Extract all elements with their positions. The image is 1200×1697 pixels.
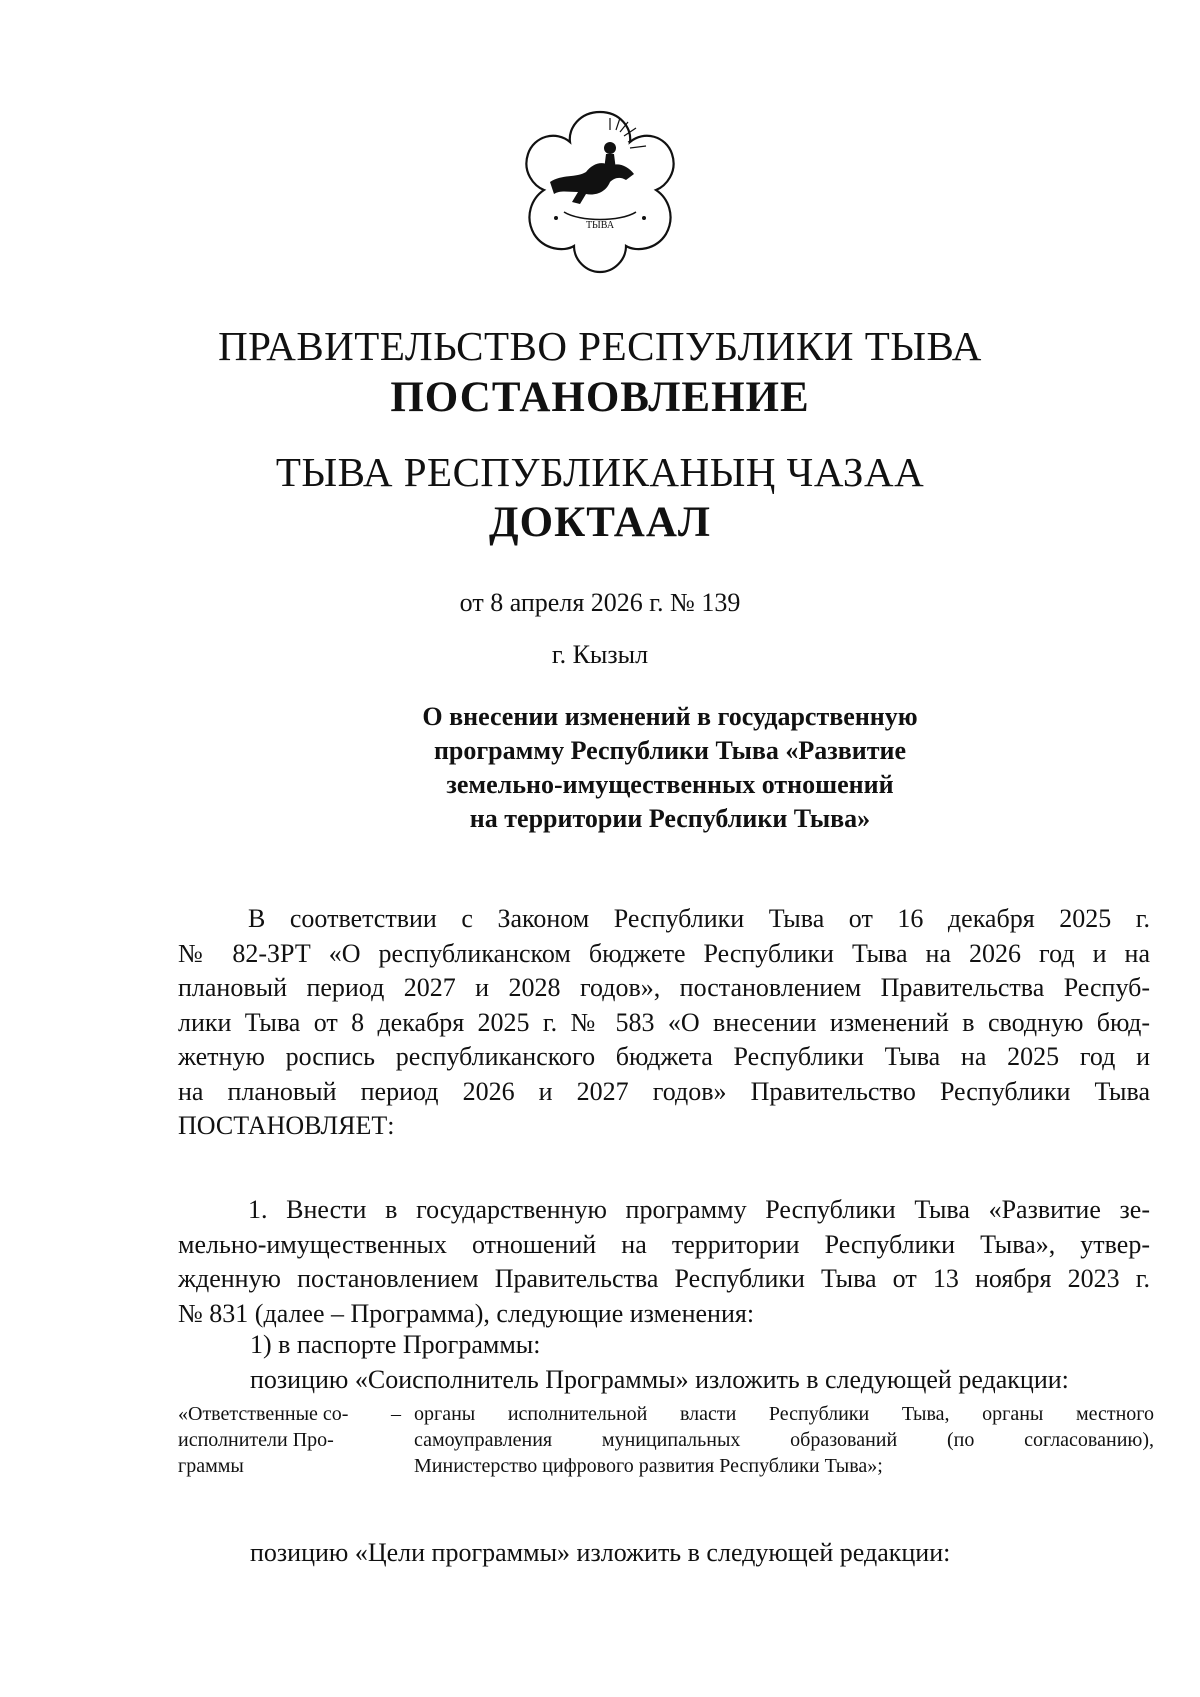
paragraph-line: мельно-имущественных отношений на территории Республики Тыва», утвер- xyxy=(178,1229,1150,1259)
position-value-line: самоуправления муниципальных образований (по согласованию), xyxy=(414,1429,1154,1451)
paragraph-line: жетную роспись республиканского бюджета Республики Тыва на 2025 год и xyxy=(178,1042,1150,1071)
paragraph-line: 1. Внести в государственную программу Республики Тыва «Развитие зе- xyxy=(248,1195,1150,1224)
position-value-line: Министерство цифрового развития Республики Тыва»; xyxy=(414,1455,883,1477)
subject-line: программу Республики Тыва «Развитие xyxy=(433,736,907,765)
position-1-intro: позицию «Соисполнитель Программы» изложить в следующей редакции: xyxy=(250,1365,1069,1394)
svg-text:ТЫВА: ТЫВА xyxy=(585,220,615,231)
position-dash: – xyxy=(391,1403,401,1425)
position-2-intro: позицию «Цели программы» изложить в следующей редакции: xyxy=(250,1538,951,1567)
government-title-tv: ТЫВА РЕСПУБЛИКАНЫҢ ЧАЗАА xyxy=(275,449,925,495)
subject-line: на территории Республики Тыва» xyxy=(469,804,871,833)
paragraph-line: ПОСТАНОВЛЯЕТ: xyxy=(178,1111,395,1140)
paragraph-line: В соответствии с Законом Республики Тыва от 16 декабря 2025 г. xyxy=(248,904,1150,933)
paragraph-line: жденную постановлением Правительства Республики Тыва от 13 ноября 2023 г. xyxy=(178,1264,1150,1293)
position-name-line: исполнители Про- xyxy=(178,1429,334,1451)
decree-title-tv: ДОКТААЛ xyxy=(489,499,711,546)
decree-title-ru: ПОСТАНОВЛЕНИЕ xyxy=(390,374,810,421)
government-title-ru: ПРАВИТЕЛЬСТВО РЕСПУБЛИКИ ТЫВА xyxy=(218,323,982,369)
paragraph-line: плановый период 2027 и 2028 годов», постановлением Правительства Респуб- xyxy=(178,973,1150,1002)
subject-line: земельно-имущественных отношений xyxy=(446,770,894,799)
paragraph-line: № 82-ЗРТ «О республиканском бюджете Республики Тыва на 2026 год и на xyxy=(178,938,1150,968)
decree-city: г. Кызыл xyxy=(551,640,649,669)
position-name xyxy=(178,1401,383,1479)
decree-date: от 8 апреля 2026 г. № 139 xyxy=(459,588,741,617)
preamble-paragraph xyxy=(178,902,1150,1144)
subitem-1: 1) в паспорте Программы: xyxy=(250,1330,541,1359)
tuva-emblem-icon xyxy=(510,100,690,280)
position-value xyxy=(414,1401,1154,1479)
paragraph-line: лики Тыва от 8 декабря 2025 г. № 583 «О внесении изменений в сводную бюд- xyxy=(178,1007,1150,1037)
position-name-line: граммы xyxy=(178,1455,244,1477)
paragraph-line: на плановый период 2026 и 2027 годов» Правительство Республики Тыва xyxy=(178,1076,1150,1106)
decree-subject xyxy=(390,700,950,836)
position-value-line: органы исполнительной власти Республики Тыва, органы местного xyxy=(414,1403,1154,1425)
subject-line: О внесении изменений в государственную xyxy=(422,702,918,731)
paragraph-line: № 831 (далее – Программа), следующие изменения: xyxy=(178,1298,755,1328)
position-name-line: «Ответственные со- xyxy=(178,1403,349,1425)
item-1-paragraph xyxy=(178,1193,1150,1331)
